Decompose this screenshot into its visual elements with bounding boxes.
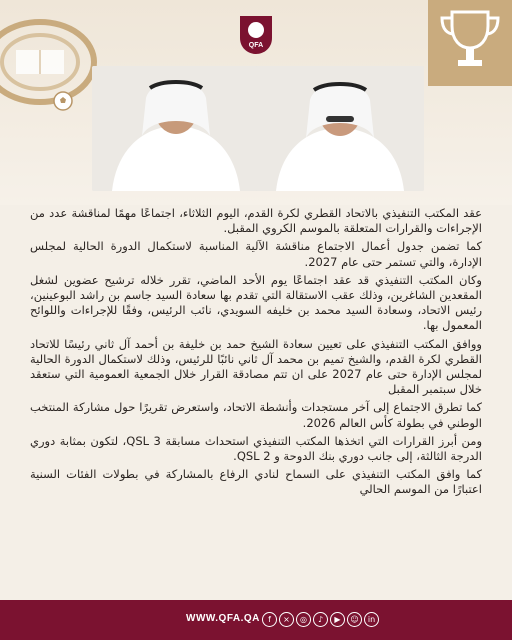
snapchat-icon[interactable]: ☺ xyxy=(347,612,362,627)
qfa-logo xyxy=(236,12,276,56)
paragraph: كما تضمن جدول أعمال الاجتماع مناقشة الآلية المناسبة لاستكمال الدورة الحالية لمجلس الإدارة، والتي تستمر حتى عام 2027. xyxy=(30,239,482,269)
instagram-icon[interactable]: ◎ xyxy=(296,612,311,627)
website-link[interactable]: WWW.QFA.QA xyxy=(186,613,260,624)
svg-text:QFA: QFA xyxy=(248,42,264,49)
stadium-icon xyxy=(0,10,100,110)
footer-bar xyxy=(0,600,512,640)
trophy-icon xyxy=(428,0,512,86)
photo-left xyxy=(92,66,260,191)
trophy-panel xyxy=(428,0,512,86)
photo-right xyxy=(256,66,424,191)
paragraph: وكان المكتب التنفيذي قد عقد اجتماعًا يوم الأحد الماضي، تقرر خلاله ترشيح عضوين لشغل المقعدين الشاغرين، وذلك عقب الاستقالة التي تقدم بها سعادة السيد جاسم بن راشد البوعينين، رئيس الاتحاد، وسعادة السيد محمد بن خليفه السويدي، نائب الرئيس، وفقًا للإجراءات واللوائح المعمول بها. xyxy=(30,272,482,333)
linkedin-icon[interactable]: in xyxy=(364,612,379,627)
tiktok-icon[interactable]: ♪ xyxy=(313,612,328,627)
paragraph: كما تطرق الاجتماع إلى آخر مستجدات وأنشطة الاتحاد، واستعرض تقريرًا حول مشاركة المنتخب الوطني في بطولة كأس العالم 2026. xyxy=(30,400,482,430)
paragraph: ووافق المكتب التنفيذي على تعيين سعادة الشيخ حمد بن خليفة بن أحمد آل ثاني رئيسًا للاتحاد القطري لكرة القدم، والشيخ تميم بن محمد آل ثاني نائبًا للرئيس، وذلك لاستكمال الدورة الحالية لمجلس الإدارة حتى عام 2027 على ان تتم مصادقة القرار خلال الجمعية العمومية التي ستعقد خلال سبتمبر المقبل xyxy=(30,336,483,397)
football-icon xyxy=(52,90,74,112)
x-icon[interactable]: × xyxy=(279,612,294,627)
paragraph: ومن أبرز القرارات التي اتخذها المكتب التنفيذي استحداث مسابقة QSL 3، لتكون بمثابة دوري الدرجة الثالثة، إلى جانب دوري بنك الدوحة و QSL 2. xyxy=(30,433,483,464)
paragraph: عقد المكتب التنفيذي بالاتحاد القطري لكرة القدم، اليوم الثلاثاء، اجتماعًا مهمًا لمناقشة عدد من الإجراءات والقرارات المتعلقة بالموسم الكروي المقبل. xyxy=(30,206,482,236)
paragraph: كما وافق المكتب التنفيذي على السماح لنادي الرفاع بالمشاركة في بطولات الفئات السنية اعتبارًا من الموسم الحالي xyxy=(30,467,482,497)
youtube-icon[interactable]: ▶ xyxy=(330,612,345,627)
facebook-icon[interactable]: f xyxy=(262,612,277,627)
article-body xyxy=(30,206,482,501)
social-links xyxy=(262,612,379,627)
